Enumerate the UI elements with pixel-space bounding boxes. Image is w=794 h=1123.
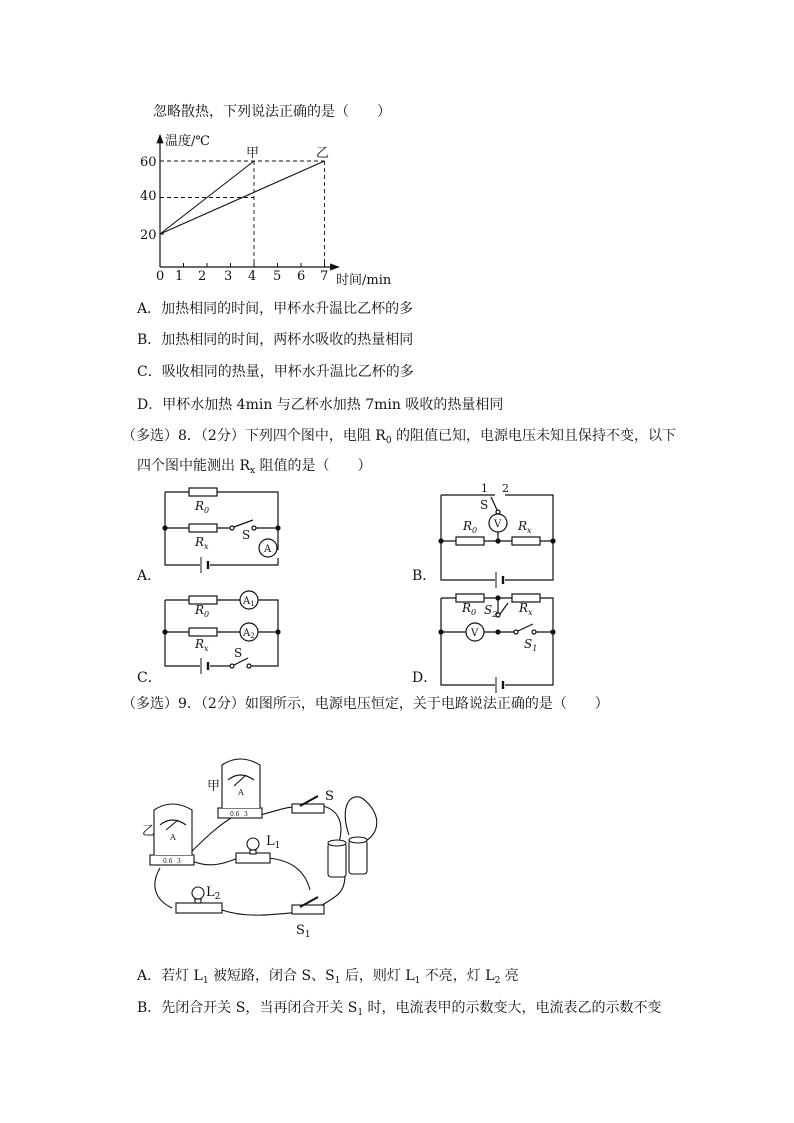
label-r0: $R_0$ [463, 519, 478, 535]
q9-option-a: A．若灯 $L_1$ 被短路，闭合 S、$S_1$ 后，则灯 $L_1$ 不亮，灯 $L_2$ 亮 [137, 968, 519, 986]
label-l1: $L_1$ [266, 834, 281, 851]
ammeter-yi-a: A [170, 833, 176, 842]
q7-option-a: A．加热相同的时间，甲杯水升温比乙杯的多 [137, 301, 414, 317]
q8-label-c: C． [137, 670, 162, 686]
q9-option-b: B．先闭合开关 S，当再闭合开关 $S_1$ 时，电流表甲的示数变大，电流表乙的示数不变 [137, 1000, 662, 1018]
label-a2: $A_2$ [243, 628, 255, 640]
battery [328, 837, 367, 877]
label-s1: $S_1$ [296, 923, 311, 940]
label-r0: $R_0$ [195, 603, 210, 619]
ammeter-jia-scale-b: 3 [244, 811, 248, 818]
ammeter-yi-scale-b: 3 [177, 858, 181, 865]
switch-s-device [292, 796, 324, 813]
label-r0: $R_0$ [195, 499, 210, 515]
q8-stem-line2: 四个图中能测出 $R_x$ 阻值的是（ ） [137, 458, 372, 476]
xtick-3: 3 [224, 269, 233, 284]
switch-s1-device [292, 897, 324, 914]
xtick-1: 1 [175, 269, 184, 284]
x-axis-label: 时间/min [336, 273, 392, 288]
label-rx: $R_x$ [518, 519, 532, 535]
label-s: S [242, 528, 251, 542]
label-rx: $R_x$ [195, 637, 209, 653]
ytick-40: 40 [140, 189, 157, 204]
label-s: S [325, 789, 334, 804]
label-rx: $R_x$ [519, 601, 533, 617]
q8-label-b: B． [412, 568, 437, 584]
xtick-5: 5 [273, 269, 282, 284]
xtick-0: 0 [156, 269, 165, 284]
y-axis-label: 温度/℃ [165, 134, 210, 149]
series-label-jia: 甲 [246, 146, 260, 161]
xtick-4: 4 [248, 269, 257, 284]
label-s: S [480, 498, 489, 512]
q9-stem: （多选）9．（2分）如图所示，电源电压恒定，关于电路说法正确的是（ ） [122, 696, 609, 712]
label-l2: $L_2$ [206, 885, 221, 902]
label-r0: $R_0$ [462, 601, 477, 617]
ammeter-yi-scale-a: 0.6 [163, 858, 173, 865]
label-rx: $R_x$ [195, 535, 209, 551]
ammeter-jia-a: A [238, 788, 244, 797]
q8-label-d: D． [412, 670, 438, 686]
label-s1: $S_1$ [524, 637, 538, 653]
label-jia: 甲 [207, 779, 221, 794]
ytick-20: 20 [140, 228, 157, 243]
q8-stem-line1: （多选）8．（2分）下列四个图中，电阻 $R_0$ 的阻值已知，电源电压未知且保持不变，以下 [122, 428, 676, 446]
label-pos1: 1 [481, 482, 488, 495]
label-a1: $A_1$ [243, 596, 255, 608]
q7-stem: 忽略散热，下列说法正确的是（ ） [153, 104, 391, 120]
label-s: S [234, 646, 243, 660]
series-label-yi: 乙 [316, 146, 330, 161]
q8-label-a: A． [137, 568, 162, 584]
label-v-meter: V [494, 519, 502, 530]
xtick-6: 6 [297, 269, 306, 284]
q7-option-c: C．吸收相同的热量，甲杯水升温比乙杯的多 [137, 364, 414, 380]
ytick-60: 60 [140, 155, 157, 170]
q7-option-b: B．加热相同的时间，两杯水吸收的热量相同 [137, 332, 414, 348]
label-s2: $S_2$ [484, 603, 498, 619]
label-pos2: 2 [502, 482, 509, 495]
label-yi: 乙 [142, 824, 156, 839]
q7-option-d: D．甲杯水加热 4min 与乙杯水加热 7min 吸收的热量相同 [137, 397, 504, 413]
label-v-meter: V [471, 628, 479, 639]
xtick-2: 2 [198, 269, 207, 284]
lamp-l1 [236, 838, 270, 863]
xtick-7: 7 [320, 269, 329, 284]
ammeter-jia-scale-a: 0.6 [230, 811, 240, 818]
label-a-meter: A [264, 544, 272, 555]
